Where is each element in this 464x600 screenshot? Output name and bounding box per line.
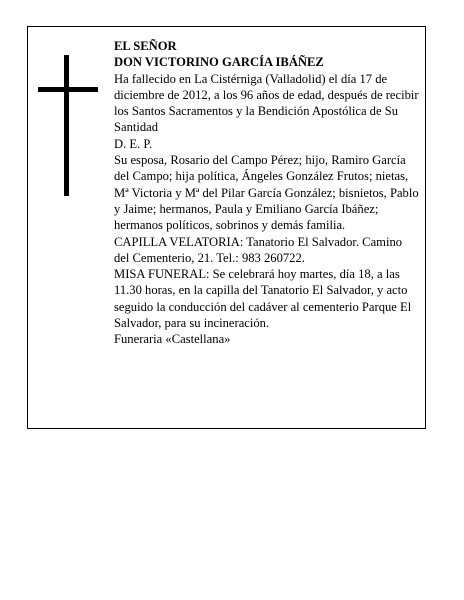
chapel-info: CAPILLA VELATORIA: Tanatorio El Salvador. Camino del Cementerio, 21. Tel.: 983 260722. xyxy=(114,234,403,265)
notice-title: EL SEÑOR xyxy=(114,39,177,53)
cross-vertical-bar xyxy=(64,55,69,196)
rip-line: D. E. P. xyxy=(114,136,153,151)
funeral-mass-info: MISA FUNERAL: Se celebrará hoy martes, día 18, a las 11.30 horas, en la capilla del Tanatorio El Salvador, y acto seguido la conducción del cadáver al cementerio Parque El Salvador, para su incineración. xyxy=(114,267,412,331)
obituary-text xyxy=(114,38,420,348)
family-list: Su esposa, Rosario del Campo Pérez; hijo, Ramiro García del Campo; hija política, Ángeles González Frutos; nietas, Mª Victoria y Mª del Pilar García González; bisnietos, Pablo y Jaime; hermanos, Paula y Emiliano García Ibáñez; hermanos políticos, sobrinos y demás familia. xyxy=(114,153,419,233)
cross-icon xyxy=(38,55,98,196)
death-announcement: Ha fallecido en La Cistérniga (Valladolid) el día 17 de diciembre de 2012, a los 96 años de edad, después de recibir los Santos Sacramentos y la Bendición Apostólica de Su Santidad xyxy=(114,71,419,135)
deceased-name: DON VICTORINO GARCÍA IBÁÑEZ xyxy=(114,55,324,70)
funeral-home: Funeraria «Castellana» xyxy=(114,332,231,347)
cross-horizontal-bar xyxy=(38,87,98,92)
